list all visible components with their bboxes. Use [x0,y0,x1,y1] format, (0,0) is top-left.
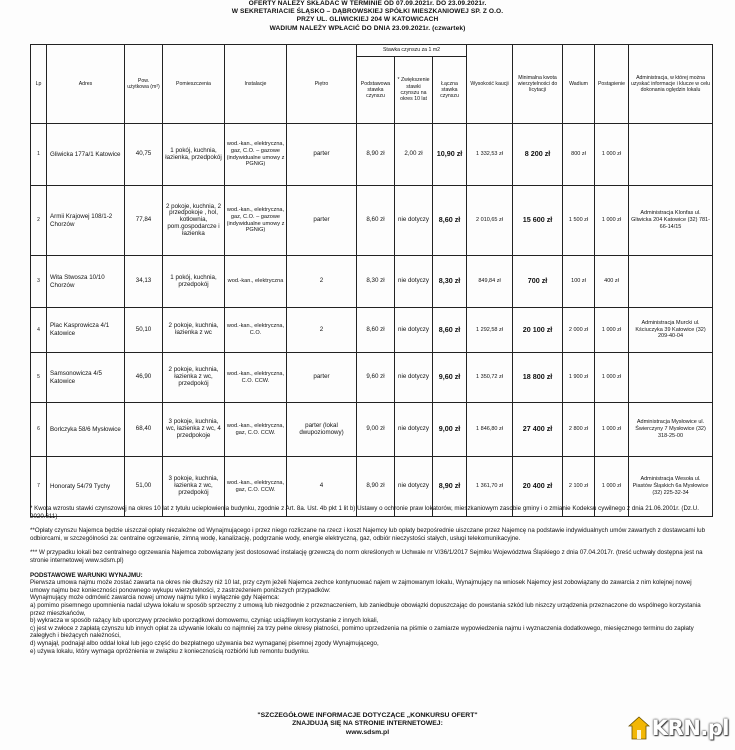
row-admin: Administracja Wesoła ul. Piastów Śląskich 6a Mysłowice (32) 225-32-34 [629,457,713,517]
col-header-total-rate: Łączna stawka czynszu [433,57,467,124]
row-installations: wod.-kan., elektryczna, C.O. CCW. [225,353,287,403]
row-lp: 4 [31,308,47,353]
row-min-bid: 27 400 zł [513,403,563,457]
row-area: 77,84 [125,186,163,256]
footer-website-link[interactable]: www.sdsm.pl [345,728,390,736]
row-floor: parter [287,353,357,403]
document-header [0,0,735,33]
header-line-1: OFERTY NALEŻY SKŁADAĆ W TERMINIE OD 07.09.2021r. DO 23.09.2021r. [248,0,487,7]
table-row [31,124,713,186]
row-lp: 1 [31,124,47,186]
col-header-area: Pow. użytkowa (m²) [125,45,163,124]
row-floor: 4 [287,457,357,517]
row-installations: wod.-kan., elektryczna, gaz, C.O. CCW. [225,403,287,457]
col-header-wadium: Wadium [563,45,595,124]
col-header-address: Adres [47,45,125,124]
row-address: Borlczyka 58/6 Mysłowice [47,403,125,457]
row-total-rate: 8,60 zł [433,308,467,353]
table-row [31,256,713,308]
row-base-rate: 8,90 zł [357,124,395,186]
row-increase: nie dotyczy [395,186,433,256]
row-postapienie: 1 000 zł [595,353,629,403]
table-row [31,308,713,353]
row-deposit: 1 350,72 zł [467,353,513,403]
col-header-admin: Administracja, w której można uzyskać informacje i klucze w celu dokonania oględzin lokalu [629,45,713,124]
conditions-paragraph: d) wynajął, podnajął albo oddał lokal lub jego część do bezpłatnego używania bez wymaganej pisemnej zgody Wynajmującego, [30,639,379,647]
row-area: 46,90 [125,353,163,403]
row-postapienie: 400 zł [595,256,629,308]
row-admin [629,124,713,186]
col-header-postapienie: Postąpienie [595,45,629,124]
row-total-rate: 9,60 zł [433,353,467,403]
row-admin: Administracja Klonfas ul. Gliwicka 204 Katowice (32) 781-66-14/15 [629,186,713,256]
row-rooms: 2 pokoje, kuchnia, łazienka z wc, przedpokój [163,353,225,403]
col-header-rooms: Pomieszczenia [163,45,225,124]
house-icon [628,715,650,741]
offers-table [30,44,713,517]
row-lp: 3 [31,256,47,308]
table-row [31,403,713,457]
conditions-heading: PODSTAWOWE WARUNKI WYNAJMU: [30,571,143,579]
row-total-rate: 8,30 zł [433,256,467,308]
row-postapienie: 1 000 zł [595,457,629,517]
col-header-floor: Piętro [287,45,357,124]
col-header-base-rate: Podstawowa stawka czynszu [357,57,395,124]
row-installations: wod.-kan., elektryczna, gaz, C.O. – gazowe (indywidualne umowy z PGNiG) [225,186,287,256]
footnote-heating: *** W przypadku lokali bez centralnego ogrzewania Najemca zobowiązany jest dostosować instalację grzewczą do norm określonych w Uchwale nr V/36/1/2017 Sejmiku Województwa Śląskiego z dnia 07.04.2017r. (treść uchwały dostępna jest na stronie internetowej www.sdsm.pl) [30,549,703,564]
row-increase: nie dotyczy [395,403,433,457]
row-deposit: 1 846,80 zł [467,403,513,457]
row-deposit: 2 010,65 zł [467,186,513,256]
row-total-rate: 8,90 zł [433,457,467,517]
row-min-bid: 8 200 zł [513,124,563,186]
row-min-bid: 20 400 zł [513,457,563,517]
col-header-installations: Instalacje [225,45,287,124]
row-address: Gliwicka 177a/1 Katowice [47,124,125,186]
header-line-2: W SEKRETARIACIE ŚLĄSKO – DĄBROWSKIEJ SPÓŁKI MIESZKANIOWEJ SP. Z O.O. [231,8,504,16]
row-lp: 6 [31,403,47,457]
row-rooms: 2 pokoje, kuchnia, 2 przedpokoje , hol, kotłownia, pom.gospodarcze i łazienka [163,186,225,256]
row-base-rate: 8,60 zł [357,186,395,256]
row-postapienie: 1 000 zł [595,186,629,256]
row-address: Wita Stwosza 10/10 Chorzów [47,256,125,308]
row-wadium: 1 500 zł [563,186,595,256]
conditions-paragraph: e) używa lokalu, który wymaga opróżnienia w związku z koniecznością rozbiórki lub remontu budynku. [30,647,310,655]
row-lp: 2 [31,186,47,256]
row-postapienie: 1 000 zł [595,308,629,353]
row-rooms: 2 pokoje, kuchnia, łazienka z wc [163,308,225,353]
row-total-rate: 10,90 zł [433,124,467,186]
row-increase: nie dotyczy [395,457,433,517]
offers-table-body [31,124,713,517]
col-header-deposit: Wysokość kaucji [467,45,513,124]
row-deposit: 1 292,58 zł [467,308,513,353]
row-floor: 2 [287,308,357,353]
row-lp: 5 [31,353,47,403]
krn-watermark [628,713,729,743]
row-rooms: 3 pokoje, kuchnia, łazienka z wc, przedpokój [163,457,225,517]
row-base-rate: 8,30 zł [357,256,395,308]
row-admin [629,353,713,403]
col-header-increase: * Zwiększenie stawki czynszu na okres 10 lat [395,57,433,124]
row-installations: wod.-kan., elektryczna, gaz, C.O. CCW. [225,457,287,517]
row-address: Honoraty 54/79 Tychy [47,457,125,517]
header-line-4: WADIUM NALEŻY WPŁACIĆ DO DNIA 23.09.2021r. (czwartek) [269,24,466,32]
row-increase: nie dotyczy [395,308,433,353]
conditions-paragraph: Pierwsza umowa najmu może zostać zawarta na okres nie dłuższy niż 10 lat, przy czym jeżeli Najemca zechce kontynuować najem w zajmowanym lokalu, Wynajmujący na wniosek Najemcy jest zobowiązany do zawarcia z nim kolejnej nowej umowy najmu bez konieczności ponownego wykupu wierzytelności, z zastrzeżeniem poniższych przypadków: [30,579,692,594]
row-admin [629,256,713,308]
row-floor: parter (lokal dwupoziomowy) [287,403,357,457]
row-floor: parter [287,186,357,256]
row-installations: wod.-kan., elektryczna, C.O. [225,308,287,353]
row-base-rate: 9,60 zł [357,353,395,403]
row-area: 50,10 [125,308,163,353]
row-min-bid: 15 600 zł [513,186,563,256]
row-address: Plac Kasprowicza 4/1 Katowice [47,308,125,353]
col-header-min-bid: Minimalna kwota wierzytelności do licytacji [513,45,563,124]
row-min-bid: 20 100 zł [513,308,563,353]
row-rooms: 1 pokój, kuchnia, przedpokój [163,256,225,308]
row-area: 40,75 [125,124,163,186]
table-row [31,186,713,256]
conditions-paragraph: b) wykracza w sposób rażący lub uporczywy przeciwko porządkowi domowemu, czyniąc uciążliwym korzystanie z innych lokali, [30,617,379,625]
row-total-rate: 8,60 zł [433,186,467,256]
row-wadium: 100 zł [563,256,595,308]
row-address: Samsonowicza 4/5 Katowice [47,353,125,403]
row-postapienie: 1 000 zł [595,124,629,186]
notes-section [30,505,712,655]
row-total-rate: 9,00 zł [433,403,467,457]
row-floor: 2 [287,256,357,308]
watermark-text: KRN.pl [651,716,729,740]
row-wadium: 2 800 zł [563,403,595,457]
footnote-utility-fees: **Opłaty czynszu Najemca będzie uiszczał opłaty niezależne od Wynajmującego i przez niego rozliczane na rzecz i koszt Najemcy lub opłaty bezpośrednie uiszczane przez Najemcę na podstawie indywidualnych umów zawartych z dostawcami lub odbiorcami, w szczególności za: centralne ogrzewanie, zimną wodę, kanalizację, podgrzanie wody, energie elektryczną, gaz, odbiór nieczystości stałych, usługi telekomunikacyjne. [30,527,706,542]
row-admin: Administracja Murcki ul. Kściuczyka 39 Katowice (32) 209-40-04 [629,308,713,353]
row-admin: Administracja Mysłowice ul. Świerczyny 7 Mysłowice (32) 318-25-00 [629,403,713,457]
row-rooms: 1 pokój, kuchnia, łazienka, przedpokój [163,124,225,186]
row-min-bid: 700 zł [513,256,563,308]
row-installations: wod.-kan., elektryczna [225,256,287,308]
row-wadium: 2 100 zł [563,457,595,517]
row-area: 51,00 [125,457,163,517]
row-postapienie: 1 000 zł [595,403,629,457]
row-deposit: 1 361,70 zł [467,457,513,517]
conditions-paragraph: a) pomimo pisemnego upomnienia nadal używa lokalu w sposób sprzeczny z umową lub niezgodnie z przeznaczeniem, lub zaniedbuje obowiązki dopuszczając do powstania szkód lub niszczy urządzenia przeznaczone do wspólnego korzystania przez mieszkańców, [30,601,701,617]
row-address: Armii Krajowej 108/1-2 Chorzów [47,186,125,256]
row-lp: 7 [31,457,47,517]
row-increase: nie dotyczy [395,256,433,308]
row-wadium: 1 900 zł [563,353,595,403]
row-min-bid: 18 800 zł [513,353,563,403]
row-area: 68,40 [125,403,163,457]
col-group-header-rent-rate: Stawka czynszu za 1 m2 [357,45,467,57]
header-line-3: PRZY UL. GLIWICKIEJ 204 W KATOWICACH [296,16,439,24]
col-header-lp: Lp [31,45,47,124]
row-increase: 2,00 zł [395,124,433,186]
row-wadium: 2 000 zł [563,308,595,353]
footer-line-1: "SZCZEGÓŁOWE INFORMACJE DOTYCZĄCE „KONKURSU OFERT" [257,712,478,719]
row-base-rate: 8,60 zł [357,308,395,353]
footer-line-2: ZNAJDUJĄ SIĘ NA STRONIE INTERNETOWEJ: [292,720,443,728]
row-increase: nie dotyczy [395,353,433,403]
conditions-paragraph: c) jest w zwłoce z zapłatą czynszu lub innych opłat za używanie lokalu co najmniej za trzy pełne okresy płatności, pomimo uprzedzenia na piśmie o zamiarze wypowiedzenia najmu i wyznaczenia dodatkowego, miesięcznego terminu do zapłaty zaległych i bieżących należności, [30,624,694,640]
row-base-rate: 8,90 zł [357,457,395,517]
row-base-rate: 9,00 zł [357,403,395,457]
document-footer [0,712,735,737]
row-deposit: 1 332,53 zł [467,124,513,186]
conditions-paragraph: Wynajmujący może odmówić zawarcia nowej umowy najmu tylko i wyłącznie gdy Najemca: [30,594,280,602]
row-wadium: 800 zł [563,124,595,186]
row-area: 34,13 [125,256,163,308]
footnote-rent-increase: * Kwota wzrostu stawki czynszowej na okres 10 lat z tytułu ucieplowienia budynku, zgodnie z Art. 8a. Ust. 4b pkt 1 lit b) Ustawy o ochronie praw lokatorów, mieszkaniowym zasobie gminy i o zmianie Kodeksu cywilnego z dnia 21.06.2001r. (Dz.U. 2020.611) [30,505,699,520]
row-rooms: 3 pokoje, kuchnia, wc, łazienka z wc, 4 przedpokoje [163,403,225,457]
row-floor: parter [287,124,357,186]
row-deposit: 849,84 zł [467,256,513,308]
row-installations: wod.-kan., elektryczna, gaz, C.O. – gazowe (indywidualne umowy z PGNiG) [225,124,287,186]
table-row [31,353,713,403]
